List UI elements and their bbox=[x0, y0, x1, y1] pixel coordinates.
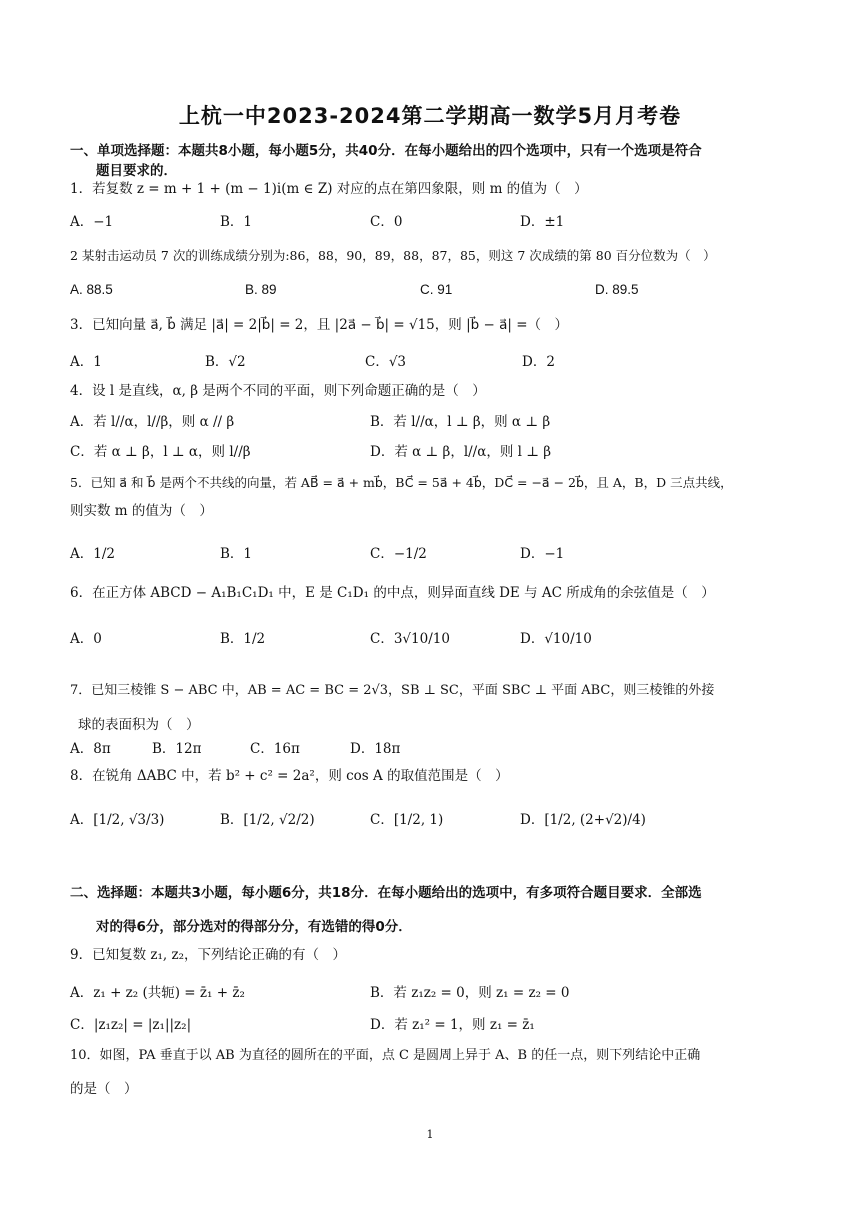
q3-option-c: C．√3 bbox=[365, 354, 407, 370]
q4-stem: 4．设 l 是直线，α, β 是两个不同的平面，则下列命题正确的是（ ） bbox=[70, 383, 486, 399]
q6-stem: 6．在正方体 ABCD − A₁B₁C₁D₁ 中，E 是 C₁D₁ 的中点，则异面直线 DE 与 AC 所成角的余弦值是（ ） bbox=[70, 585, 715, 601]
q5-option-d: D．−1 bbox=[520, 546, 565, 562]
q1-stem: 1．若复数 z = m + 1 + (m − 1)i(m ∈ Z) 对应的点在第四象限，则 m 的值为（ ） bbox=[70, 181, 588, 197]
section1-heading-cont: 题目要求的． bbox=[96, 163, 177, 179]
q8-stem: 8．在锐角 ΔABC 中，若 b² + c² = 2a²，则 cos A 的取值范围是（ ） bbox=[70, 768, 509, 784]
q2-option-b: B. 89 bbox=[245, 282, 277, 297]
section2-heading-cont: 对的得6分，部分选对的得部分分，有选错的得0分． bbox=[96, 919, 412, 935]
q1-option-d: D．±1 bbox=[520, 214, 565, 230]
q6-option-b: B．1/2 bbox=[220, 631, 266, 647]
q9-option-b: B．若 z₁z₂ = 0，则 z₁ = z₂ = 0 bbox=[370, 985, 570, 1001]
q5-option-c: C．−1/2 bbox=[370, 546, 427, 562]
q7-stem: 7．已知三棱锥 S − ABC 中，AB = AC = BC = 2√3，SB ⊥ SC，平面 SBC ⊥ 平面 ABC，则三棱锥的外接 bbox=[70, 683, 715, 698]
q1-option-a: A．−1 bbox=[70, 214, 114, 230]
q9-option-d: D．若 z₁² = 1，则 z₁ = z̄₁ bbox=[370, 1017, 535, 1033]
q3-option-b: B．√2 bbox=[205, 354, 246, 370]
q6-option-d: D．√10/10 bbox=[520, 631, 592, 647]
q9-option-a: A．z₁ + z₂ (共轭) = z̄₁ + z̄₂ bbox=[70, 985, 245, 1001]
q4-option-c: C．若 α ⊥ β，l ⊥ α，则 l//β bbox=[70, 444, 251, 460]
q5-stem-cont: 则实数 m 的值为（ ） bbox=[70, 503, 213, 519]
q2-option-a: A. 88.5 bbox=[70, 282, 113, 297]
q10-stem-cont: 的是（ ） bbox=[70, 1081, 138, 1097]
q9-stem: 9．已知复数 z₁, z₂，下列结论正确的有（ ） bbox=[70, 947, 347, 963]
q4-option-b: B．若 l//α，l ⊥ β，则 α ⊥ β bbox=[370, 414, 551, 430]
q2-stem: 2 某射击运动员 7 次的训练成绩分别为:86，88，90，89，88，87，85，则这 7 次成绩的第 80 百分位数为（ ） bbox=[70, 248, 716, 263]
q8-option-a: A．[1/2, √3/3) bbox=[70, 812, 165, 828]
q9-option-c: C．|z₁z₂| = |z₁||z₂| bbox=[70, 1017, 192, 1033]
q5-option-b: B．1 bbox=[220, 546, 253, 562]
q6-option-c: C．3√10/10 bbox=[370, 631, 450, 647]
q5-option-a: A．1/2 bbox=[70, 546, 115, 562]
section1-heading: 一、单项选择题：本题共8小题，每小题5分，共40分．在每小题给出的四个选项中，只有一个选项是符合 bbox=[70, 143, 702, 159]
q8-option-b: B．[1/2, √2/2) bbox=[220, 812, 315, 828]
q5-stem: 5．已知 a⃗ 和 b⃗ 是两个不共线的向量，若 AB⃗ = a⃗ + mb⃗，BC⃗ = 5a⃗ + 4b⃗，DC⃗ = −a⃗ − 2b⃗，且 A，B，D 三点共线， bbox=[70, 475, 733, 490]
q4-option-d: D．若 α ⊥ β，l//α，则 l ⊥ β bbox=[370, 444, 552, 460]
q7-option-c: C．16π bbox=[250, 741, 300, 757]
q1-option-c: C．0 bbox=[370, 214, 403, 230]
q8-option-c: C．[1/2, 1) bbox=[370, 812, 444, 828]
q6-option-a: A．0 bbox=[70, 631, 102, 647]
q8-option-d: D．[1/2, (2+√2)/4) bbox=[520, 812, 646, 828]
q4-option-a: A．若 l//α，l//β，则 α // β bbox=[70, 414, 235, 430]
page-title: 上杭一中2023-2024第二学期高一数学5月月考卷 bbox=[178, 104, 682, 128]
q7-option-d: D．18π bbox=[350, 741, 401, 757]
page-number: 1 bbox=[426, 1128, 434, 1141]
q1-option-b: B．1 bbox=[220, 214, 253, 230]
q10-stem: 10．如图，PA 垂直于以 AB 为直径的圆所在的平面，点 C 是圆周上异于 A、B 的任一点，则下列结论中正确 bbox=[70, 1048, 701, 1063]
q2-option-c: C. 91 bbox=[420, 282, 453, 297]
q7-option-a: A．8π bbox=[70, 741, 111, 757]
q3-stem: 3．已知向量 a⃗, b⃗ 满足 |a⃗| = 2|b⃗| = 2，且 |2a⃗ − b⃗| = √15，则 |b⃗ − a⃗| =（ ） bbox=[70, 317, 569, 333]
q7-option-b: B．12π bbox=[152, 741, 202, 757]
q3-option-a: A．1 bbox=[70, 354, 102, 370]
section2-heading: 二、选择题：本题共3小题，每小题6分，共18分．在每小题给出的选项中，有多项符合题目要求．全部选 bbox=[70, 885, 702, 901]
q2-option-d: D. 89.5 bbox=[595, 282, 639, 297]
q3-option-d: D．2 bbox=[522, 354, 555, 370]
q7-stem-cont: 球的表面积为（ ） bbox=[78, 717, 200, 733]
